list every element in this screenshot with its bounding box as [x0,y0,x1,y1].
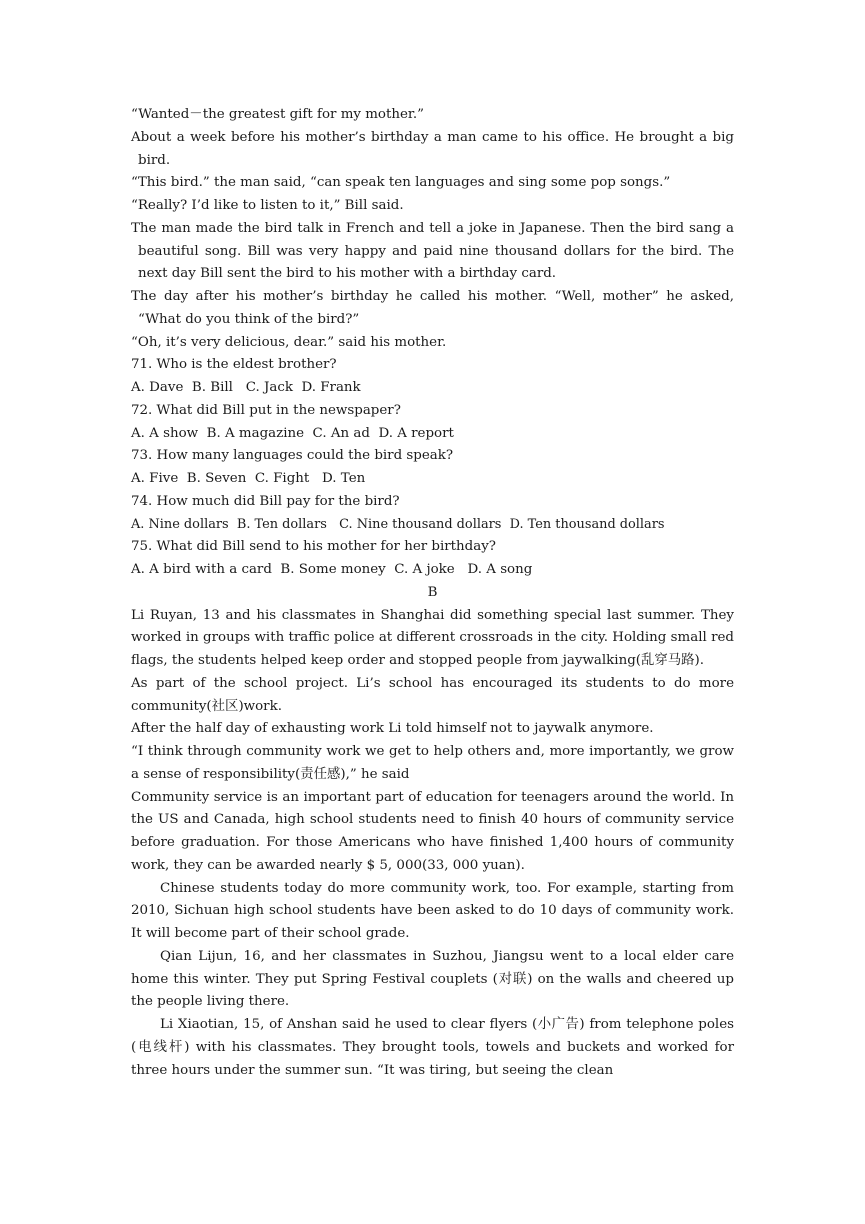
passage-b-paragraph: As part of the school project. Li’s school has encouraged its students to do more community(社区)work. [131,675,734,714]
story-line: The day after his mother’s birthday he called his mother. “Well, mother” he asked, “What do you think of the bird?” [131,289,734,327]
question-74-options: A. Nine dollars B. Ten dollars C. Nine thousand dollars D. Ten thousand dollars [131,516,665,532]
passage-b-paragraph: After the half day of exhausting work Li told himself not to jaywalk anymore. [131,721,654,737]
question-71: 71. Who is the eldest brother? [131,357,337,373]
question-75: 75. What did Bill send to his mother for her birthday? [131,539,496,555]
story-line: “Really? I’d like to listen to it,” Bill said. [131,198,404,213]
question-73-options: A. Five B. Seven C. Fight D. Ten [131,471,366,486]
question-72: 72. What did Bill put in the newspaper? [131,402,401,418]
wanted-ad-line: “Wanted－the greatest gift for my mother.” [131,107,424,122]
passage-b-paragraph: Chinese students today do more community work, too. For example, starting from 2010, Sichuan high school students have been asked to do 10 days of community work. It will become part of their school grade. [131,880,734,941]
passage-b-paragraph: Community service is an important part of education for teenagers around the world. In the US and Canada, high school students need to finish 40 hours of community service before graduation. For those Americans who have finished 1,400 hours of community work, they can be awarded nearly $ 5, 000(33, 000 yuan). [131,789,734,873]
question-75-options: A. A bird with a card B. Some money C. A joke D. A song [131,562,533,577]
story-line: “Oh, it’s very delicious, dear.” said his mother. [131,334,447,350]
passage-b-paragraph: Li Xiaotian, 15, of Anshan said he used to clear flyers (小广告) from telephone poles (电线杆) with his classmates. They brought tools, towels and buckets and worked for three hours under the summer sun. “It was tiring, but seeing the clean [131,1017,734,1078]
question-73: 73. How many languages could the bird speak? [131,448,454,464]
story-line: The man made the bird talk in French and tell a joke in Japanese. Then the bird sang a beautiful song. Bill was very happy and paid nine thousand dollars for the bird. The next day Bill sent the bird to his mother with a birthday card. [131,220,734,282]
story-line: About a week before his mother’s birthday a man came to his office. He brought a big bird. [131,129,734,168]
passage-b-paragraph: “I think through community work we get to help others and, more importantly, we grow a sense of responsibility(责任感),” he said [131,744,734,782]
passage-b-paragraph: Li Ruyan, 13 and his classmates in Shanghai did something special last summer. They worked in groups with traffic police at different crossroads in the city. Holding small red flags, the students helped keep order and stopped people from jaywalking(乱穿马路). [131,607,734,668]
passage-b-paragraph: Qian Lijun, 16, and her classmates in Suzhou, Jiangsu went to a local elder care home this winter. They put Spring Festival couplets (对联) on the walls and cheered up the people living there. [131,948,734,1010]
question-74: 74. How much did Bill pay for the bird? [131,493,400,509]
section-b-heading: B [427,584,438,600]
document-text [131,104,734,1082]
story-line: “This bird.” the man said, “can speak ten languages and sing some pop songs.” [131,175,671,191]
question-71-options: A. Dave B. Bill C. Jack D. Frank [131,380,361,395]
question-72-options: A. A show B. A magazine C. An ad D. A report [131,425,454,441]
